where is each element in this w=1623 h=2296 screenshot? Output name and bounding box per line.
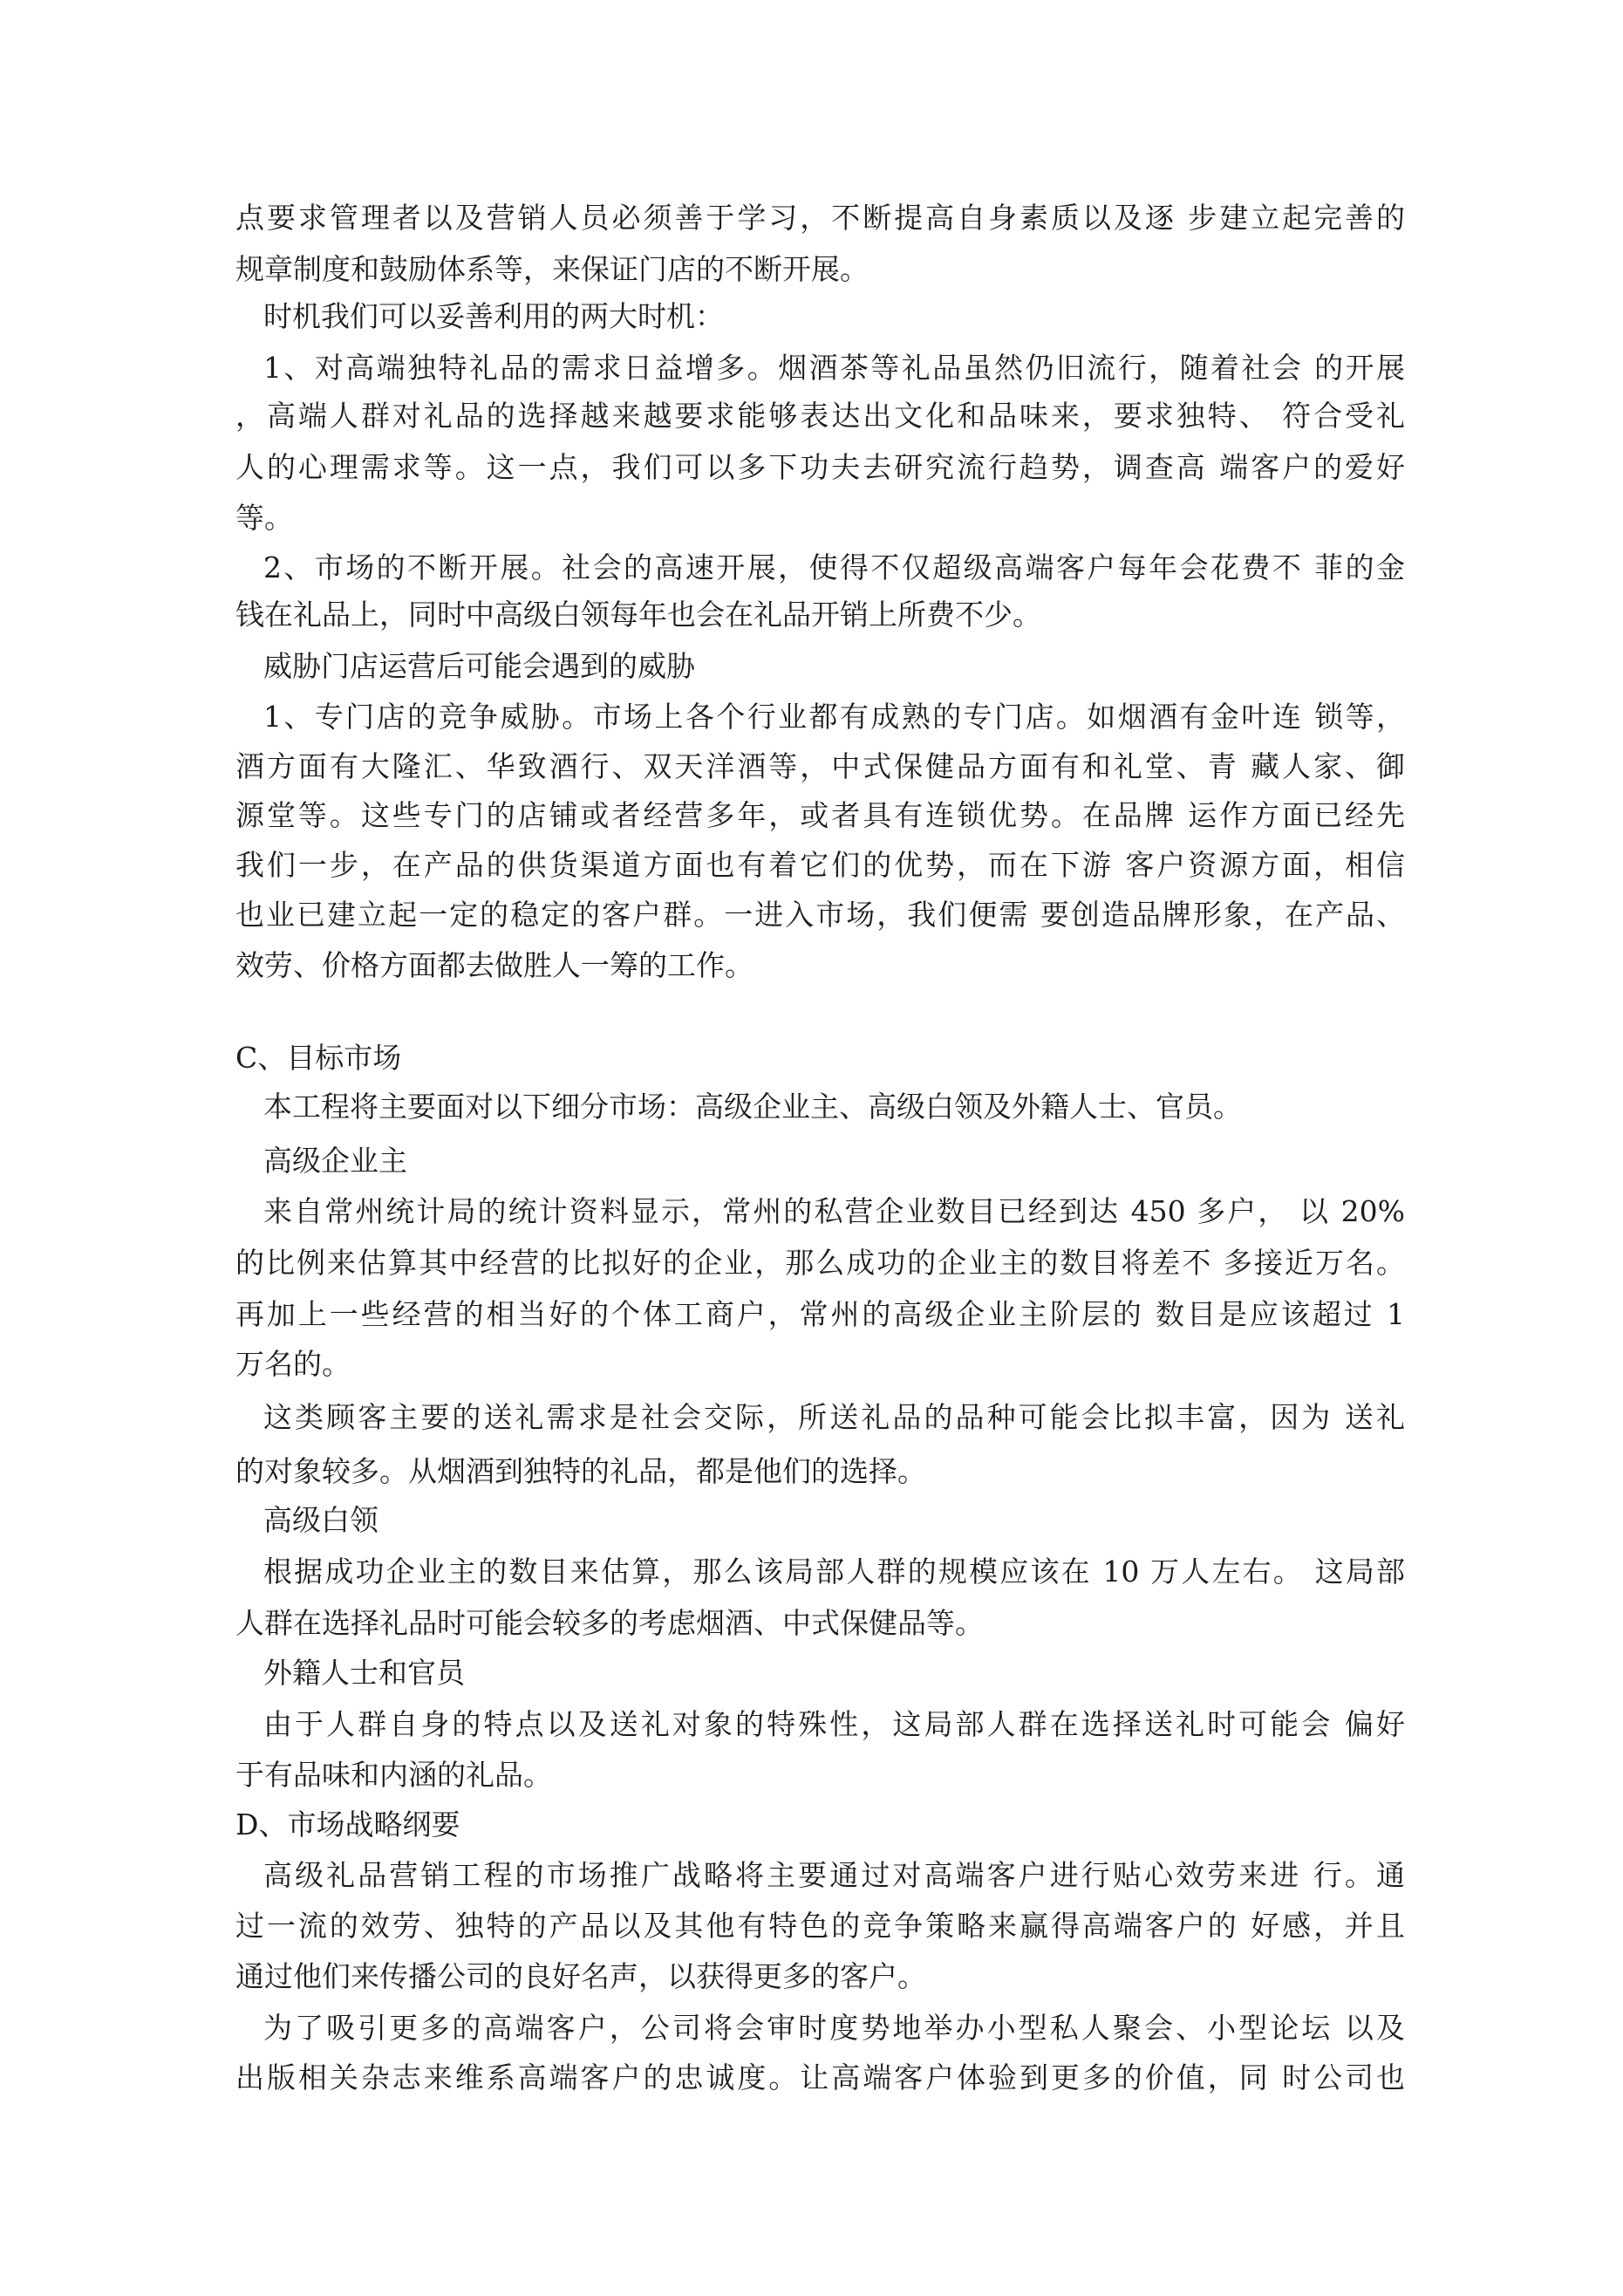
paragraph-line: 来自常州统计局的统计资料显示，常州的私营企业数目已经到达 450 多户， 以 20% [263,1194,1405,1228]
subheading: 外籍人士和官员 [263,1656,465,1690]
paragraph-line: 我们一步，在产品的供货渠道方面也有着它们的优势，而在下游 客户资源方面，相信 [235,848,1405,882]
paragraph-line: 为了吸引更多的高端客户，公司将会审时度势地举办小型私人聚会、小型论坛 以及 [263,2011,1405,2045]
paragraph-line: 的对象较多。从烟酒到独特的礼品，都是他们的选择。 [235,1454,926,1488]
section-heading: C、目标市场 [235,1041,402,1075]
paragraph-line: 1、专门店的竞争威胁。市场上各个行业都有成熟的专门店。如烟酒有金叶连 锁等， [263,700,1405,734]
subheading: 威胁门店运营后可能会遇到的威胁 [263,649,695,683]
paragraph-line: 人群在选择礼品时可能会较多的考虑烟酒、中式保健品等。 [235,1606,984,1640]
paragraph-line: 2、市场的不断开展。社会的高速开展，使得不仅超级高端客户每年会花费不 菲的金 [263,550,1405,584]
paragraph-line: 钱在礼品上，同时中高级白领每年也会在礼品开销上所费不少。 [235,598,1041,632]
paragraph-line: 根据成功企业主的数目来估算，那么该局部人群的规模应该在 10 万人左右。 这局部 [263,1555,1405,1589]
paragraph-line: 效劳、价格方面都去做胜人一筹的工作。 [235,948,754,982]
paragraph-line: 规章制度和鼓励体系等，来保证门店的不断开展。 [235,252,869,286]
section-heading: D、市场战略纲要 [235,1807,460,1842]
paragraph-line: ，高端人群对礼品的选择越来越要求能够表达出文化和品味来，要求独特、 符合受礼 [235,399,1405,433]
subheading: 高级企业主 [263,1144,407,1178]
paragraph-line: 于有品味和内涵的礼品。 [235,1758,552,1792]
paragraph-line: 点要求管理者以及营销人员必须善于学习，不断提高自身素质以及逐 步建立起完善的 [235,201,1405,235]
paragraph-line: 酒方面有大隆汇、华致酒行、双天洋酒等，中式保健品方面有和礼堂、青 藏人家、御 [235,749,1405,783]
subheading: 高级白领 [263,1503,378,1537]
paragraph-line: 源堂等。这些专门的店铺或者经营多年，或者具有连锁优势。在品牌 运作方面已经先 [235,798,1405,832]
paragraph-line: 通过他们来传播公司的良好名声，以获得更多的客户。 [235,1959,926,1993]
paragraph-line: 等。 [235,501,293,535]
paragraph-line: 1、对高端独特礼品的需求日益增多。烟酒茶等礼品虽然仍旧流行，随着社会 的开展 [263,351,1405,385]
paragraph-line: 高级礼品营销工程的市场推广战略将主要通过对高端客户进行贴心效劳来进 行。通 [263,1858,1405,1892]
paragraph-line: 再加上一些经营的相当好的个体工商户，常州的高级企业主阶层的 数目是应该超过 1 [235,1297,1405,1331]
paragraph-line: 由于人群自身的特点以及送礼对象的特殊性，这局部人群在选择送礼时可能会 偏好 [263,1707,1405,1741]
subheading: 时机我们可以妥善利用的两大时机： [263,299,724,333]
paragraph-line: 出版相关杂志来维系高端客户的忠诚度。让高端客户体验到更多的价值，同 时公司也 [235,2060,1405,2094]
paragraph-line: 也业已建立起一定的稳定的客户群。一进入市场，我们便需 要创造品牌形象，在产品、 [235,898,1405,932]
paragraph-line: 人的心理需求等。这一点，我们可以多下功夫去研究流行趋势，调查高 端客户的爱好 [235,450,1405,484]
paragraph-line: 这类顾客主要的送礼需求是社会交际，所送礼品的品种可能会比拟丰富，因为 送礼 [263,1400,1405,1434]
paragraph-line: 过一流的效劳、独特的产品以及其他有特色的竞争策略来赢得高端客户的 好感，并且 [235,1909,1405,1943]
paragraph-line: 的比例来估算其中经营的比拟好的企业，那么成功的企业主的数目将差不 多接近万名。 [235,1246,1405,1280]
section-intro: 本工程将主要面对以下细分市场：高级企业主、高级白领及外籍人士、官员。 [263,1090,1242,1124]
paragraph-line: 万名的。 [235,1347,351,1381]
